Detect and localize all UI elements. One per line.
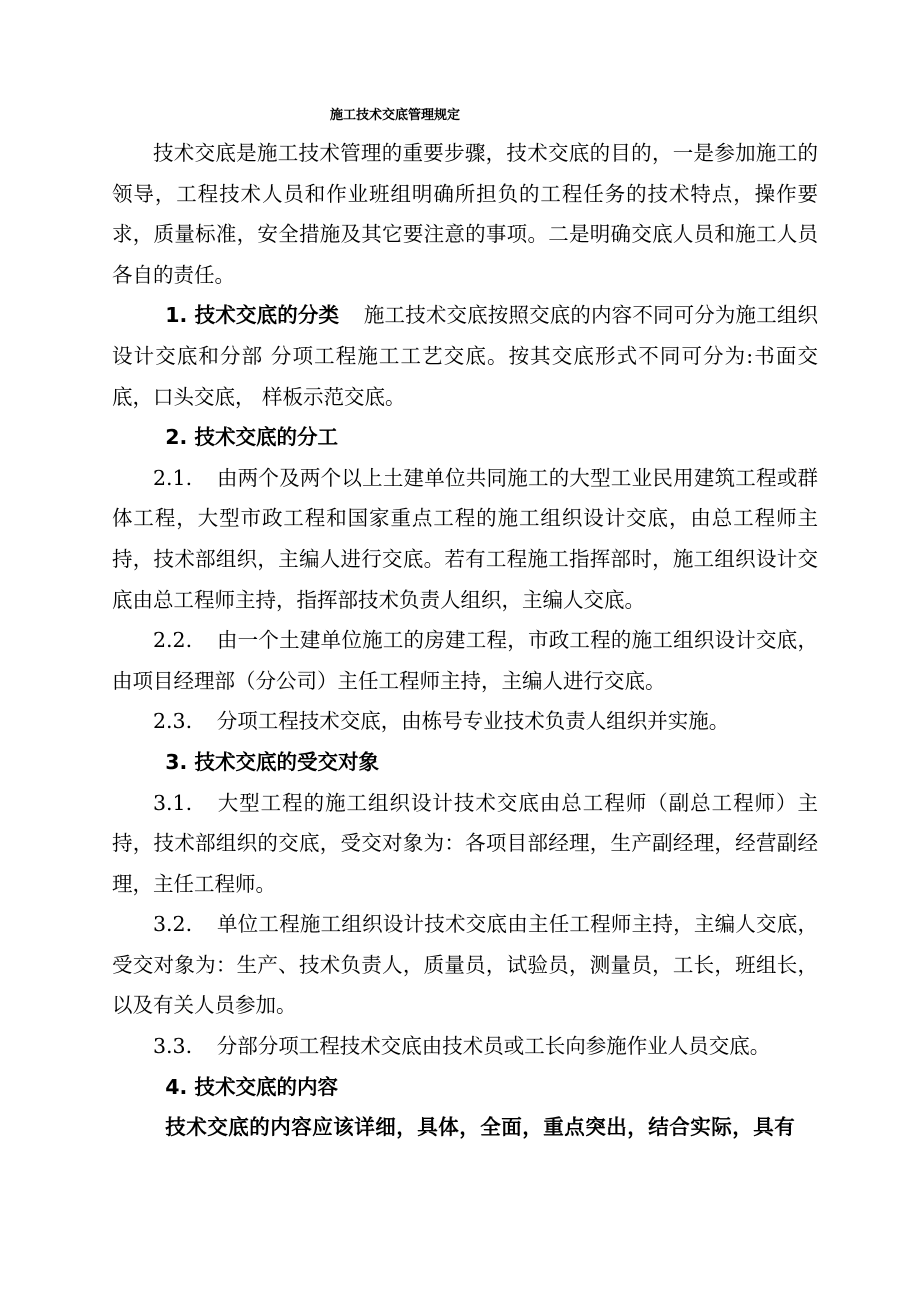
item-text: 分部分项工程技术交底由技术员或工长向参施作业人员交底。: [216, 1034, 771, 1059]
section-2-heading-paragraph: [112, 417, 818, 458]
section-1-paragraph: [112, 295, 818, 417]
item-number: 2.2.: [153, 628, 193, 653]
section-2-heading: 2. 技术交底的分工: [165, 425, 338, 450]
intro-paragraph: 技术交底是施工技术管理的重要步骤，技术交底的目的，一是参加施工的领导，工程技术人员和作业班组明确所担负的工程任务的技术特点，操作要求，质量标准，安全措施及其它要注意的事项。二是明确交底人员和施工人员各自的责任。: [112, 141, 818, 287]
section-3-heading: 3. 技术交底的受交对象: [165, 749, 379, 774]
section-3-1-paragraph: [112, 783, 818, 905]
document-body: [112, 133, 818, 1148]
section-1-heading: 1. 技术交底的分类: [165, 303, 340, 328]
item-text: 由两个及两个以上土建单位共同施工的大型工业民用建筑工程或群体工程，大型市政工程和国家重点工程的施工组织设计交底，由总工程师主持，技术部组织，主编人进行交底。若有工程施工指挥部时，施工组织设计交底由总工程师主持，指挥部技术负责人组织，主编人交底。: [112, 465, 818, 612]
item-number: 2.3.: [153, 709, 193, 734]
section-3-heading-paragraph: [112, 742, 818, 783]
section-1-text: 施工技术交底按照交底的内容不同可分为施工组织设计交底和分部 分项工程施工工艺交底。按其交底形式不同可分为:书面交底，口头交底， 样板示范交底。: [112, 303, 818, 409]
document-title: 施工技术交底管理规定: [330, 108, 461, 123]
section-2-3-paragraph: [112, 701, 818, 742]
section-2-1-paragraph: [112, 458, 818, 620]
item-text: 由一个土建单位施工的房建工程，市政工程的施工组织设计交底，由项目经理部（分公司）主任工程师主持，主编人进行交底。: [112, 628, 818, 693]
item-text: 大型工程的施工组织设计技术交底由总工程师（副总工程师）主持，技术部组织的交底，受交对象为：各项目部经理，生产副经理，经营副经理，主任工程师。: [112, 790, 818, 896]
section-2-2-paragraph: [112, 620, 818, 701]
item-number: 3.2.: [153, 912, 193, 937]
section-4-paragraph: 技术交底的内容应该详细，具体，全面，重点突出，结合实际，具有: [165, 1115, 796, 1140]
item-number: 2.1.: [153, 465, 193, 490]
item-number: 3.1.: [153, 790, 193, 815]
item-number: 3.3.: [153, 1034, 193, 1059]
item-text: 单位工程施工组织设计技术交底由主任工程师主持，主编人交底，受交对象为：生产、技术负责人，质量员，试验员，测量员，工长，班组长，以及有关人员参加。: [112, 912, 818, 1018]
section-4-heading: 4. 技术交底的内容: [165, 1074, 338, 1099]
section-3-2-paragraph: [112, 904, 818, 1026]
section-4-heading-paragraph: [112, 1067, 818, 1108]
section-3-3-paragraph: [112, 1026, 818, 1067]
item-text: 分项工程技术交底，由栋号专业技术负责人组织并实施。: [216, 709, 730, 734]
